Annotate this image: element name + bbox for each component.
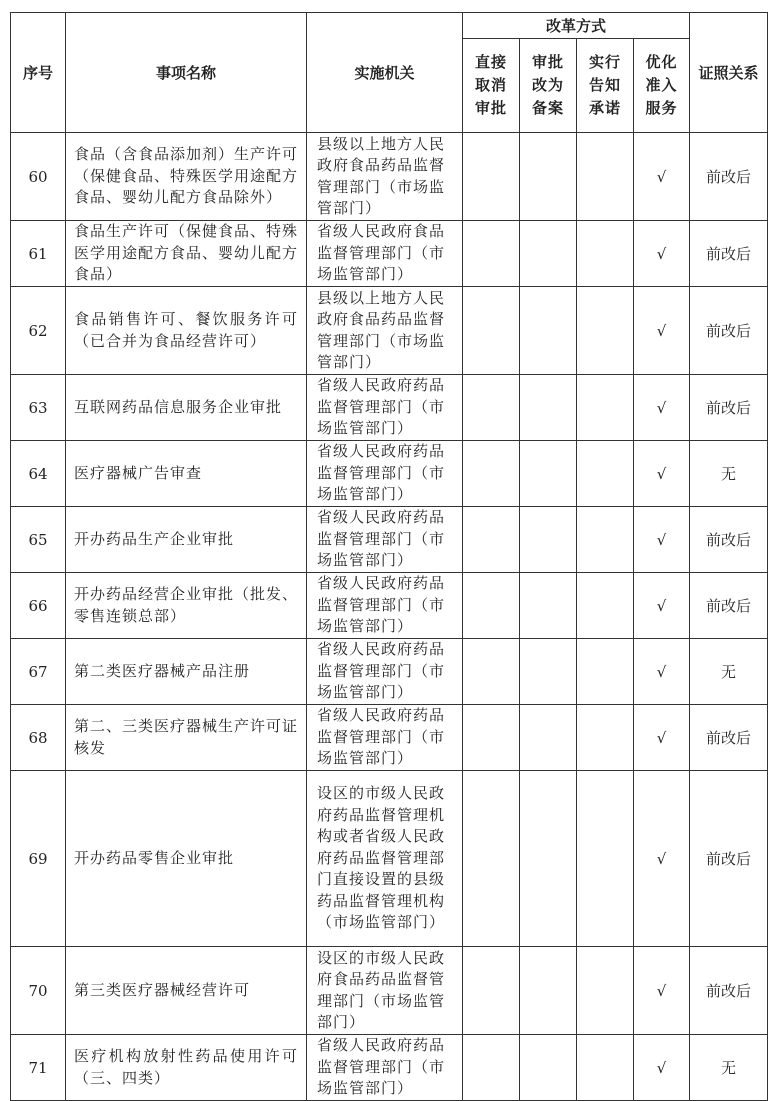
- header-reform-notify: 实行告知承诺: [577, 39, 634, 133]
- table-row: [11, 1035, 768, 1101]
- agency: 省级人民政府药品监督管理部门（市场监管部门）: [307, 1035, 463, 1101]
- reform-filing-cell: [520, 133, 577, 221]
- header-agency: 实施机关: [307, 13, 463, 133]
- reform-notify-cell: [577, 947, 634, 1035]
- row-number: 62: [11, 287, 66, 375]
- row-number: 61: [11, 221, 66, 287]
- agency: 省级人民政府药品监督管理部门（市场监管部门）: [307, 639, 463, 705]
- table-row: [11, 639, 768, 705]
- reform-cancel-cell: [463, 441, 520, 507]
- header-item-name: 事项名称: [66, 13, 307, 133]
- header-row-1: [11, 13, 768, 39]
- header-reform-group: 改革方式: [463, 13, 690, 39]
- cert-relation: 无: [690, 639, 768, 705]
- cert-relation: 前改后: [690, 947, 768, 1035]
- reform-filing-cell: [520, 441, 577, 507]
- reform-optimize-check: √: [634, 441, 690, 507]
- reform-cancel-cell: [463, 287, 520, 375]
- cert-relation: 前改后: [690, 705, 768, 771]
- item-name: 第三类医疗器械经营许可: [66, 947, 307, 1035]
- cert-relation: 前改后: [690, 287, 768, 375]
- header-seq: 序号: [11, 13, 66, 133]
- document-page: [10, 12, 768, 1101]
- reform-cancel-cell: [463, 375, 520, 441]
- reform-filing-cell: [520, 771, 577, 947]
- row-number: 65: [11, 507, 66, 573]
- reform-notify-cell: [577, 375, 634, 441]
- row-number: 68: [11, 705, 66, 771]
- reform-cancel-cell: [463, 573, 520, 639]
- reform-filing-cell: [520, 221, 577, 287]
- reform-optimize-check: √: [634, 705, 690, 771]
- reform-notify-cell: [577, 221, 634, 287]
- table-row: [11, 287, 768, 375]
- table-row: [11, 947, 768, 1035]
- row-number: 69: [11, 771, 66, 947]
- agency: 省级人民政府药品监督管理部门（市场监管部门）: [307, 573, 463, 639]
- agency: 县级以上地方人民政府食品药品监督管理部门（市场监管部门）: [307, 133, 463, 221]
- reform-cancel-cell: [463, 639, 520, 705]
- item-name: 互联网药品信息服务企业审批: [66, 375, 307, 441]
- reform-optimize-check: √: [634, 507, 690, 573]
- agency: 设区的市级人民政府食品药品监督管理部门（市场监管部门）: [307, 947, 463, 1035]
- reform-filing-cell: [520, 705, 577, 771]
- cert-relation: 前改后: [690, 133, 768, 221]
- agency: 省级人民政府药品监督管理部门（市场监管部门）: [307, 441, 463, 507]
- reform-optimize-check: √: [634, 771, 690, 947]
- reform-cancel-cell: [463, 221, 520, 287]
- item-name: 开办药品生产企业审批: [66, 507, 307, 573]
- row-number: 64: [11, 441, 66, 507]
- reform-notify-cell: [577, 573, 634, 639]
- reform-notify-cell: [577, 287, 634, 375]
- reform-filing-cell: [520, 507, 577, 573]
- table-row: [11, 705, 768, 771]
- reform-notify-cell: [577, 133, 634, 221]
- agency: 省级人民政府药品监督管理部门（市场监管部门）: [307, 375, 463, 441]
- row-number: 70: [11, 947, 66, 1035]
- cert-relation: 前改后: [690, 221, 768, 287]
- row-number: 63: [11, 375, 66, 441]
- reform-notify-cell: [577, 441, 634, 507]
- reform-filing-cell: [520, 375, 577, 441]
- header-reform-cancel: 直接取消审批: [463, 39, 520, 133]
- agency: 省级人民政府食品监督管理部门（市场监管部门）: [307, 221, 463, 287]
- cert-relation: 前改后: [690, 375, 768, 441]
- reform-filing-cell: [520, 947, 577, 1035]
- header-reform-optimize: 优化准入服务: [634, 39, 690, 133]
- agency: 县级以上地方人民政府食品药品监督管理部门（市场监管部门）: [307, 287, 463, 375]
- header-reform-filing: 审批改为备案: [520, 39, 577, 133]
- cert-relation: 前改后: [690, 573, 768, 639]
- agency: 省级人民政府药品监督管理部门（市场监管部门）: [307, 507, 463, 573]
- reform-optimize-check: √: [634, 375, 690, 441]
- reform-optimize-check: √: [634, 287, 690, 375]
- item-name: 食品（含食品添加剂）生产许可（保健食品、特殊医学用途配方食品、婴幼儿配方食品除外）: [66, 133, 307, 221]
- reform-cancel-cell: [463, 133, 520, 221]
- reform-optimize-check: √: [634, 133, 690, 221]
- reform-notify-cell: [577, 771, 634, 947]
- reform-optimize-check: √: [634, 1035, 690, 1101]
- reform-filing-cell: [520, 639, 577, 705]
- table-row: [11, 771, 768, 947]
- table-row: [11, 375, 768, 441]
- item-name: 医疗器械广告审查: [66, 441, 307, 507]
- reform-cancel-cell: [463, 1035, 520, 1101]
- reform-filing-cell: [520, 573, 577, 639]
- item-name: 食品销售许可、餐饮服务许可（已合并为食品经营许可）: [66, 287, 307, 375]
- table-row: [11, 573, 768, 639]
- item-name: 第二类医疗器械产品注册: [66, 639, 307, 705]
- reform-notify-cell: [577, 1035, 634, 1101]
- reform-optimize-check: √: [634, 639, 690, 705]
- table-row: [11, 221, 768, 287]
- header-cert-relation: 证照关系: [690, 13, 768, 133]
- cert-relation: 无: [690, 441, 768, 507]
- cert-relation: 前改后: [690, 771, 768, 947]
- table-row: [11, 133, 768, 221]
- reform-optimize-check: √: [634, 573, 690, 639]
- item-name: 食品生产许可（保健食品、特殊医学用途配方食品、婴幼儿配方食品）: [66, 221, 307, 287]
- reform-optimize-check: √: [634, 947, 690, 1035]
- reform-optimize-check: √: [634, 221, 690, 287]
- agency: 省级人民政府药品监督管理部门（市场监管部门）: [307, 705, 463, 771]
- item-name: 开办药品零售企业审批: [66, 771, 307, 947]
- reform-cancel-cell: [463, 947, 520, 1035]
- item-name: 第二、三类医疗器械生产许可证核发: [66, 705, 307, 771]
- reform-filing-cell: [520, 1035, 577, 1101]
- item-name: 医疗机构放射性药品使用许可（三、四类）: [66, 1035, 307, 1101]
- reform-cancel-cell: [463, 507, 520, 573]
- reform-table: [10, 12, 768, 1101]
- reform-cancel-cell: [463, 705, 520, 771]
- agency: 设区的市级人民政府药品监督管理机构或者省级人民政府药品监督管理部门直接设置的县级药品监督管理机构（市场监管部门）: [307, 771, 463, 947]
- table-row: [11, 441, 768, 507]
- reform-filing-cell: [520, 287, 577, 375]
- row-number: 71: [11, 1035, 66, 1101]
- reform-notify-cell: [577, 639, 634, 705]
- row-number: 60: [11, 133, 66, 221]
- reform-notify-cell: [577, 507, 634, 573]
- reform-notify-cell: [577, 705, 634, 771]
- cert-relation: 无: [690, 1035, 768, 1101]
- row-number: 66: [11, 573, 66, 639]
- item-name: 开办药品经营企业审批（批发、零售连锁总部）: [66, 573, 307, 639]
- row-number: 67: [11, 639, 66, 705]
- cert-relation: 前改后: [690, 507, 768, 573]
- table-row: [11, 507, 768, 573]
- reform-cancel-cell: [463, 771, 520, 947]
